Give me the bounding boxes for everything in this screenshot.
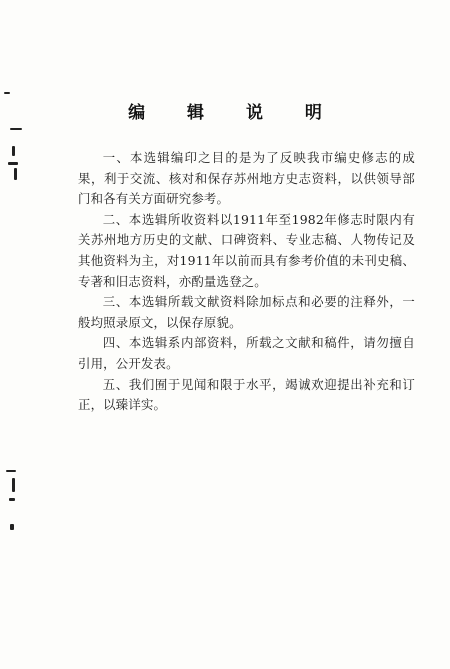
document-body xyxy=(78,148,415,416)
page-title: 编 辑 说 明 xyxy=(128,103,340,123)
paragraph-2: 二、本选辑所收资料以1911年至1982年修志时限内有关苏州地方历史的文献、口碑资料、专业志稿、人物传记及其他资料为主，对1911年以前而具有参考价值的未刊史稿、专著和旧志资料，亦酌量选登之。 xyxy=(78,211,415,289)
paragraph-5: 五、我们囿于见闻和限于水平，竭诚欢迎提出补充和订正，以臻详实。 xyxy=(78,376,415,413)
paragraph-3: 三、本选辑所载文献资料除加标点和必要的注释外，一般均照录原文，以保存原貌。 xyxy=(78,294,415,330)
paragraph-1: 一、本选辑编印之目的是为了反映我市编史修志的成果，利于交流、核对和保存苏州地方史志资料，以供领导部门和各有关方面研究参考。 xyxy=(78,150,415,207)
paragraph-4: 四、本选辑系内部资料，所载之文献和稿件，请勿擅自引用，公开发表。 xyxy=(78,335,415,371)
